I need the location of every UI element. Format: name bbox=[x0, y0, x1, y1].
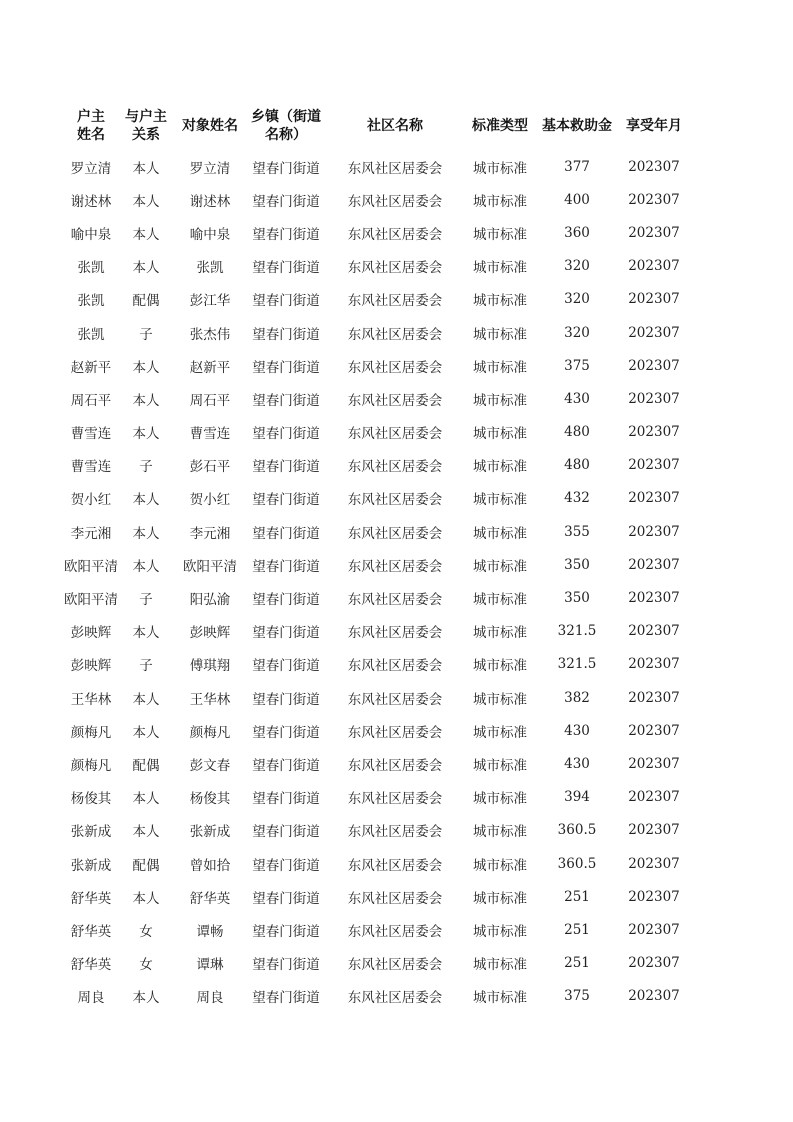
subdistrict-name-cell: 望春门街道 bbox=[252, 326, 320, 343]
recipient-name-cell: 傅琪翔 bbox=[189, 658, 231, 675]
table-row bbox=[64, 747, 690, 780]
recipient-name-cell: 谭琳 bbox=[196, 957, 224, 974]
basic-relief-amount-cell: 375 bbox=[564, 357, 590, 374]
table-row bbox=[64, 382, 690, 415]
relationship-to-head-cell: 配偶 bbox=[132, 857, 160, 874]
table-row bbox=[64, 548, 690, 581]
household-head-name-cell: 颜梅凡 bbox=[70, 757, 112, 774]
standard-type-cell: 城市标准 bbox=[473, 957, 527, 974]
household-head-name-cell: 周良 bbox=[77, 990, 105, 1007]
community-name-cell: 东风社区居委会 bbox=[347, 392, 443, 409]
community-name-cell: 东风社区居委会 bbox=[347, 558, 443, 575]
benefit-month-cell: 202307 bbox=[628, 191, 680, 208]
basic-relief-amount-cell: 394 bbox=[564, 789, 590, 806]
relationship-to-head-cell: 本人 bbox=[132, 359, 160, 376]
header-row bbox=[64, 102, 690, 150]
subdistrict-name-cell: 望春门街道 bbox=[252, 226, 320, 243]
basic-relief-amount-cell: 360 bbox=[564, 224, 590, 241]
benefit-month-cell: 202307 bbox=[628, 390, 680, 407]
table-row bbox=[64, 250, 690, 283]
basic-relief-amount-cell: 355 bbox=[564, 523, 590, 540]
basic-relief-amount-cell: 350 bbox=[564, 556, 590, 573]
benefit-month-cell: 202307 bbox=[628, 424, 680, 441]
table-row bbox=[64, 980, 690, 1013]
standard-type-cell: 城市标准 bbox=[473, 558, 527, 575]
household-head-name-cell: 彭映辉 bbox=[70, 625, 112, 642]
recipient-name-cell: 彭石平 bbox=[189, 459, 231, 476]
table-row bbox=[64, 449, 690, 482]
relationship-to-head-cell: 本人 bbox=[132, 193, 160, 210]
benefit-month-cell: 202307 bbox=[628, 656, 680, 673]
community-name-cell: 东风社区居委会 bbox=[347, 625, 443, 642]
subdistrict-name-cell: 望春门街道 bbox=[252, 857, 320, 874]
standard-type-cell: 城市标准 bbox=[473, 193, 527, 210]
benefit-month-cell: 202307 bbox=[628, 822, 680, 839]
relationship-to-head-cell: 本人 bbox=[132, 990, 160, 1007]
recipient-name-cell: 张新成 bbox=[189, 824, 231, 841]
community-name-cell: 东风社区居委会 bbox=[347, 757, 443, 774]
community-name-cell: 东风社区居委会 bbox=[347, 160, 443, 177]
recipient-name-cell: 罗立清 bbox=[189, 160, 231, 177]
community-name-cell: 东风社区居委会 bbox=[347, 791, 443, 808]
household-head-name-cell: 喻中泉 bbox=[70, 226, 112, 243]
household-head-name-cell: 舒华英 bbox=[70, 957, 112, 974]
basic-relief-amount-cell: 251 bbox=[564, 921, 590, 938]
standard-type-cell: 城市标准 bbox=[473, 525, 527, 542]
household-head-name-cell: 李元湘 bbox=[70, 525, 112, 542]
standard-type-cell: 城市标准 bbox=[473, 824, 527, 841]
subdistrict-name-cell: 望春门街道 bbox=[252, 658, 320, 675]
benefit-month-cell: 202307 bbox=[628, 888, 680, 905]
table-row bbox=[64, 681, 690, 714]
column-header-line: 乡镇（街道 bbox=[251, 109, 321, 125]
household-head-name-cell: 彭映辉 bbox=[70, 658, 112, 675]
column-header-benefit-month bbox=[618, 102, 690, 150]
standard-type-cell: 城市标准 bbox=[473, 260, 527, 277]
subdistrict-name-cell: 望春门街道 bbox=[252, 990, 320, 1007]
recipient-name-cell: 彭江华 bbox=[189, 293, 231, 310]
column-header-community-name bbox=[326, 102, 464, 150]
subdistrict-name-cell: 望春门街道 bbox=[252, 824, 320, 841]
community-name-cell: 东风社区居委会 bbox=[347, 890, 443, 907]
subdistrict-name-cell: 望春门街道 bbox=[252, 160, 320, 177]
standard-type-cell: 城市标准 bbox=[473, 359, 527, 376]
recipient-name-cell: 彭映辉 bbox=[189, 625, 231, 642]
table-header bbox=[64, 102, 690, 150]
community-name-cell: 东风社区居委会 bbox=[347, 724, 443, 741]
household-head-name-cell: 舒华英 bbox=[70, 923, 112, 940]
community-name-cell: 东风社区居委会 bbox=[347, 525, 443, 542]
household-head-name-cell: 王华林 bbox=[70, 691, 112, 708]
recipient-name-cell: 舒华英 bbox=[189, 890, 231, 907]
table-row bbox=[64, 847, 690, 880]
basic-relief-amount-cell: 430 bbox=[564, 722, 590, 739]
benefit-month-cell: 202307 bbox=[628, 224, 680, 241]
table-row bbox=[64, 515, 690, 548]
recipient-name-cell: 欧阳平清 bbox=[183, 558, 237, 575]
relationship-to-head-cell: 本人 bbox=[132, 824, 160, 841]
benefit-month-cell: 202307 bbox=[628, 291, 680, 308]
standard-type-cell: 城市标准 bbox=[473, 459, 527, 476]
column-header-standard-type bbox=[464, 102, 536, 150]
column-header-relationship-to-head bbox=[118, 102, 174, 150]
subdistrict-name-cell: 望春门街道 bbox=[252, 890, 320, 907]
column-header-line: 与户主 bbox=[125, 109, 167, 125]
recipient-name-cell: 颜梅凡 bbox=[189, 724, 231, 741]
benefit-month-cell: 202307 bbox=[628, 357, 680, 374]
relationship-to-head-cell: 子 bbox=[139, 459, 153, 476]
relationship-to-head-cell: 本人 bbox=[132, 625, 160, 642]
table-body bbox=[64, 150, 690, 1013]
table-row bbox=[64, 913, 690, 946]
standard-type-cell: 城市标准 bbox=[473, 791, 527, 808]
subdistrict-name-cell: 望春门街道 bbox=[252, 426, 320, 443]
community-name-cell: 东风社区居委会 bbox=[347, 293, 443, 310]
basic-relief-amount-cell: 321.5 bbox=[557, 656, 597, 673]
community-name-cell: 东风社区居委会 bbox=[347, 492, 443, 509]
relationship-to-head-cell: 子 bbox=[139, 658, 153, 675]
community-name-cell: 东风社区居委会 bbox=[347, 923, 443, 940]
subdistrict-name-cell: 望春门街道 bbox=[252, 525, 320, 542]
subdistrict-name-cell: 望春门街道 bbox=[252, 691, 320, 708]
relationship-to-head-cell: 配偶 bbox=[132, 757, 160, 774]
basic-relief-amount-cell: 377 bbox=[564, 158, 590, 175]
subdistrict-name-cell: 望春门街道 bbox=[252, 293, 320, 310]
subdistrict-name-cell: 望春门街道 bbox=[252, 359, 320, 376]
standard-type-cell: 城市标准 bbox=[473, 226, 527, 243]
household-head-name-cell: 曹雪连 bbox=[70, 426, 112, 443]
table-row bbox=[64, 416, 690, 449]
benefit-month-cell: 202307 bbox=[628, 955, 680, 972]
community-name-cell: 东风社区居委会 bbox=[347, 658, 443, 675]
community-name-cell: 东风社区居委会 bbox=[347, 459, 443, 476]
household-head-name-cell: 贺小红 bbox=[70, 492, 112, 509]
benefit-month-cell: 202307 bbox=[628, 855, 680, 872]
table-row bbox=[64, 781, 690, 814]
household-head-name-cell: 张凯 bbox=[77, 260, 105, 277]
table-row bbox=[64, 349, 690, 382]
benefit-month-cell: 202307 bbox=[628, 590, 680, 607]
benefit-month-cell: 202307 bbox=[628, 490, 680, 507]
table-row bbox=[64, 880, 690, 913]
table-row bbox=[64, 216, 690, 249]
community-name-cell: 东风社区居委会 bbox=[347, 824, 443, 841]
basic-relief-amount-cell: 320 bbox=[564, 258, 590, 275]
relief-roster-table bbox=[64, 102, 690, 1013]
recipient-name-cell: 曾如拾 bbox=[189, 857, 231, 874]
column-header-line: 基本救助金 bbox=[542, 118, 612, 134]
basic-relief-amount-cell: 320 bbox=[564, 291, 590, 308]
basic-relief-amount-cell: 360.5 bbox=[557, 822, 597, 839]
table-row bbox=[64, 648, 690, 681]
standard-type-cell: 城市标准 bbox=[473, 426, 527, 443]
recipient-name-cell: 张杰伟 bbox=[189, 326, 231, 343]
recipient-name-cell: 李元湘 bbox=[189, 525, 231, 542]
column-header-subdistrict-name bbox=[246, 102, 326, 150]
subdistrict-name-cell: 望春门街道 bbox=[252, 757, 320, 774]
relationship-to-head-cell: 本人 bbox=[132, 160, 160, 177]
household-head-name-cell: 谢述林 bbox=[70, 193, 112, 210]
relationship-to-head-cell: 本人 bbox=[132, 426, 160, 443]
relationship-to-head-cell: 配偶 bbox=[132, 293, 160, 310]
standard-type-cell: 城市标准 bbox=[473, 658, 527, 675]
relationship-to-head-cell: 本人 bbox=[132, 492, 160, 509]
benefit-month-cell: 202307 bbox=[628, 722, 680, 739]
household-head-name-cell: 欧阳平清 bbox=[64, 558, 118, 575]
standard-type-cell: 城市标准 bbox=[473, 890, 527, 907]
basic-relief-amount-cell: 320 bbox=[564, 324, 590, 341]
column-header-line: 名称） bbox=[265, 127, 307, 143]
household-head-name-cell: 舒华英 bbox=[70, 890, 112, 907]
recipient-name-cell: 贺小红 bbox=[189, 492, 231, 509]
benefit-month-cell: 202307 bbox=[628, 158, 680, 175]
recipient-name-cell: 喻中泉 bbox=[189, 226, 231, 243]
community-name-cell: 东风社区居委会 bbox=[347, 957, 443, 974]
basic-relief-amount-cell: 251 bbox=[564, 888, 590, 905]
community-name-cell: 东风社区居委会 bbox=[347, 359, 443, 376]
community-name-cell: 东风社区居委会 bbox=[347, 857, 443, 874]
household-head-name-cell: 张凯 bbox=[77, 293, 105, 310]
standard-type-cell: 城市标准 bbox=[473, 293, 527, 310]
standard-type-cell: 城市标准 bbox=[473, 757, 527, 774]
standard-type-cell: 城市标准 bbox=[473, 923, 527, 940]
community-name-cell: 东风社区居委会 bbox=[347, 326, 443, 343]
column-header-basic-relief-amount bbox=[536, 102, 618, 150]
benefit-month-cell: 202307 bbox=[628, 921, 680, 938]
household-head-name-cell: 杨俊其 bbox=[70, 791, 112, 808]
table-row bbox=[64, 615, 690, 648]
recipient-name-cell: 周石平 bbox=[189, 392, 231, 409]
recipient-name-cell: 彭文春 bbox=[189, 757, 231, 774]
standard-type-cell: 城市标准 bbox=[473, 326, 527, 343]
relationship-to-head-cell: 本人 bbox=[132, 791, 160, 808]
standard-type-cell: 城市标准 bbox=[473, 592, 527, 609]
community-name-cell: 东风社区居委会 bbox=[347, 260, 443, 277]
relationship-to-head-cell: 本人 bbox=[132, 392, 160, 409]
recipient-name-cell: 谭畅 bbox=[196, 923, 224, 940]
basic-relief-amount-cell: 321.5 bbox=[557, 623, 597, 640]
column-header-line: 享受年月 bbox=[626, 118, 682, 134]
column-header-line: 标准类型 bbox=[472, 118, 528, 134]
subdistrict-name-cell: 望春门街道 bbox=[252, 957, 320, 974]
standard-type-cell: 城市标准 bbox=[473, 724, 527, 741]
standard-type-cell: 城市标准 bbox=[473, 625, 527, 642]
household-head-name-cell: 曹雪连 bbox=[70, 459, 112, 476]
household-head-name-cell: 颜梅凡 bbox=[70, 724, 112, 741]
column-header-line: 社区名称 bbox=[367, 118, 423, 134]
basic-relief-amount-cell: 430 bbox=[564, 755, 590, 772]
benefit-month-cell: 202307 bbox=[628, 689, 680, 706]
standard-type-cell: 城市标准 bbox=[473, 691, 527, 708]
subdistrict-name-cell: 望春门街道 bbox=[252, 592, 320, 609]
recipient-name-cell: 曹雪连 bbox=[189, 426, 231, 443]
basic-relief-amount-cell: 432 bbox=[564, 490, 590, 507]
benefit-month-cell: 202307 bbox=[628, 988, 680, 1005]
community-name-cell: 东风社区居委会 bbox=[347, 691, 443, 708]
standard-type-cell: 城市标准 bbox=[473, 857, 527, 874]
community-name-cell: 东风社区居委会 bbox=[347, 426, 443, 443]
community-name-cell: 东风社区居委会 bbox=[347, 226, 443, 243]
subdistrict-name-cell: 望春门街道 bbox=[252, 791, 320, 808]
table-row bbox=[64, 150, 690, 183]
recipient-name-cell: 谢述林 bbox=[189, 193, 231, 210]
subdistrict-name-cell: 望春门街道 bbox=[252, 193, 320, 210]
recipient-name-cell: 阳弘渝 bbox=[189, 592, 231, 609]
relationship-to-head-cell: 女 bbox=[139, 923, 153, 940]
relationship-to-head-cell: 本人 bbox=[132, 260, 160, 277]
subdistrict-name-cell: 望春门街道 bbox=[252, 558, 320, 575]
subdistrict-name-cell: 望春门街道 bbox=[252, 459, 320, 476]
standard-type-cell: 城市标准 bbox=[473, 990, 527, 1007]
table-row bbox=[64, 947, 690, 980]
relationship-to-head-cell: 子 bbox=[139, 592, 153, 609]
subdistrict-name-cell: 望春门街道 bbox=[252, 923, 320, 940]
recipient-name-cell: 赵新平 bbox=[189, 359, 231, 376]
household-head-name-cell: 张凯 bbox=[77, 326, 105, 343]
household-head-name-cell: 张新成 bbox=[70, 824, 112, 841]
relationship-to-head-cell: 女 bbox=[139, 957, 153, 974]
subdistrict-name-cell: 望春门街道 bbox=[252, 625, 320, 642]
subdistrict-name-cell: 望春门街道 bbox=[252, 260, 320, 277]
benefit-month-cell: 202307 bbox=[628, 623, 680, 640]
basic-relief-amount-cell: 360.5 bbox=[557, 855, 597, 872]
subdistrict-name-cell: 望春门街道 bbox=[252, 492, 320, 509]
basic-relief-amount-cell: 480 bbox=[564, 457, 590, 474]
relationship-to-head-cell: 本人 bbox=[132, 724, 160, 741]
standard-type-cell: 城市标准 bbox=[473, 492, 527, 509]
relationship-to-head-cell: 本人 bbox=[132, 558, 160, 575]
column-header-line: 姓名 bbox=[77, 127, 105, 143]
column-header-line: 对象姓名 bbox=[182, 118, 238, 134]
benefit-month-cell: 202307 bbox=[628, 258, 680, 275]
benefit-month-cell: 202307 bbox=[628, 789, 680, 806]
household-head-name-cell: 罗立清 bbox=[70, 160, 112, 177]
column-header-household-head-name bbox=[64, 102, 118, 150]
household-head-name-cell: 欧阳平清 bbox=[64, 592, 118, 609]
subdistrict-name-cell: 望春门街道 bbox=[252, 724, 320, 741]
relationship-to-head-cell: 本人 bbox=[132, 525, 160, 542]
benefit-month-cell: 202307 bbox=[628, 457, 680, 474]
standard-type-cell: 城市标准 bbox=[473, 160, 527, 177]
recipient-name-cell: 周良 bbox=[196, 990, 224, 1007]
basic-relief-amount-cell: 251 bbox=[564, 955, 590, 972]
basic-relief-amount-cell: 430 bbox=[564, 390, 590, 407]
column-header-line: 户主 bbox=[77, 109, 105, 125]
table-row bbox=[64, 814, 690, 847]
table-row bbox=[64, 316, 690, 349]
column-header-recipient-name bbox=[174, 102, 246, 150]
benefit-month-cell: 202307 bbox=[628, 324, 680, 341]
basic-relief-amount-cell: 382 bbox=[564, 689, 590, 706]
recipient-name-cell: 王华林 bbox=[189, 691, 231, 708]
basic-relief-amount-cell: 375 bbox=[564, 988, 590, 1005]
benefit-month-cell: 202307 bbox=[628, 523, 680, 540]
recipient-name-cell: 张凯 bbox=[196, 260, 224, 277]
relationship-to-head-cell: 本人 bbox=[132, 691, 160, 708]
subdistrict-name-cell: 望春门街道 bbox=[252, 392, 320, 409]
basic-relief-amount-cell: 400 bbox=[564, 191, 590, 208]
table-row bbox=[64, 183, 690, 216]
table-row bbox=[64, 581, 690, 614]
household-head-name-cell: 周石平 bbox=[70, 392, 112, 409]
table-row bbox=[64, 714, 690, 747]
household-head-name-cell: 赵新平 bbox=[70, 359, 112, 376]
column-header-line: 关系 bbox=[132, 127, 160, 143]
standard-type-cell: 城市标准 bbox=[473, 392, 527, 409]
community-name-cell: 东风社区居委会 bbox=[347, 592, 443, 609]
household-head-name-cell: 张新成 bbox=[70, 857, 112, 874]
community-name-cell: 东风社区居委会 bbox=[347, 990, 443, 1007]
table-row bbox=[64, 283, 690, 316]
basic-relief-amount-cell: 480 bbox=[564, 424, 590, 441]
table-row bbox=[64, 482, 690, 515]
benefit-month-cell: 202307 bbox=[628, 556, 680, 573]
relationship-to-head-cell: 本人 bbox=[132, 890, 160, 907]
relationship-to-head-cell: 本人 bbox=[132, 226, 160, 243]
benefit-month-cell: 202307 bbox=[628, 755, 680, 772]
relationship-to-head-cell: 子 bbox=[139, 326, 153, 343]
community-name-cell: 东风社区居委会 bbox=[347, 193, 443, 210]
basic-relief-amount-cell: 350 bbox=[564, 590, 590, 607]
recipient-name-cell: 杨俊其 bbox=[189, 791, 231, 808]
